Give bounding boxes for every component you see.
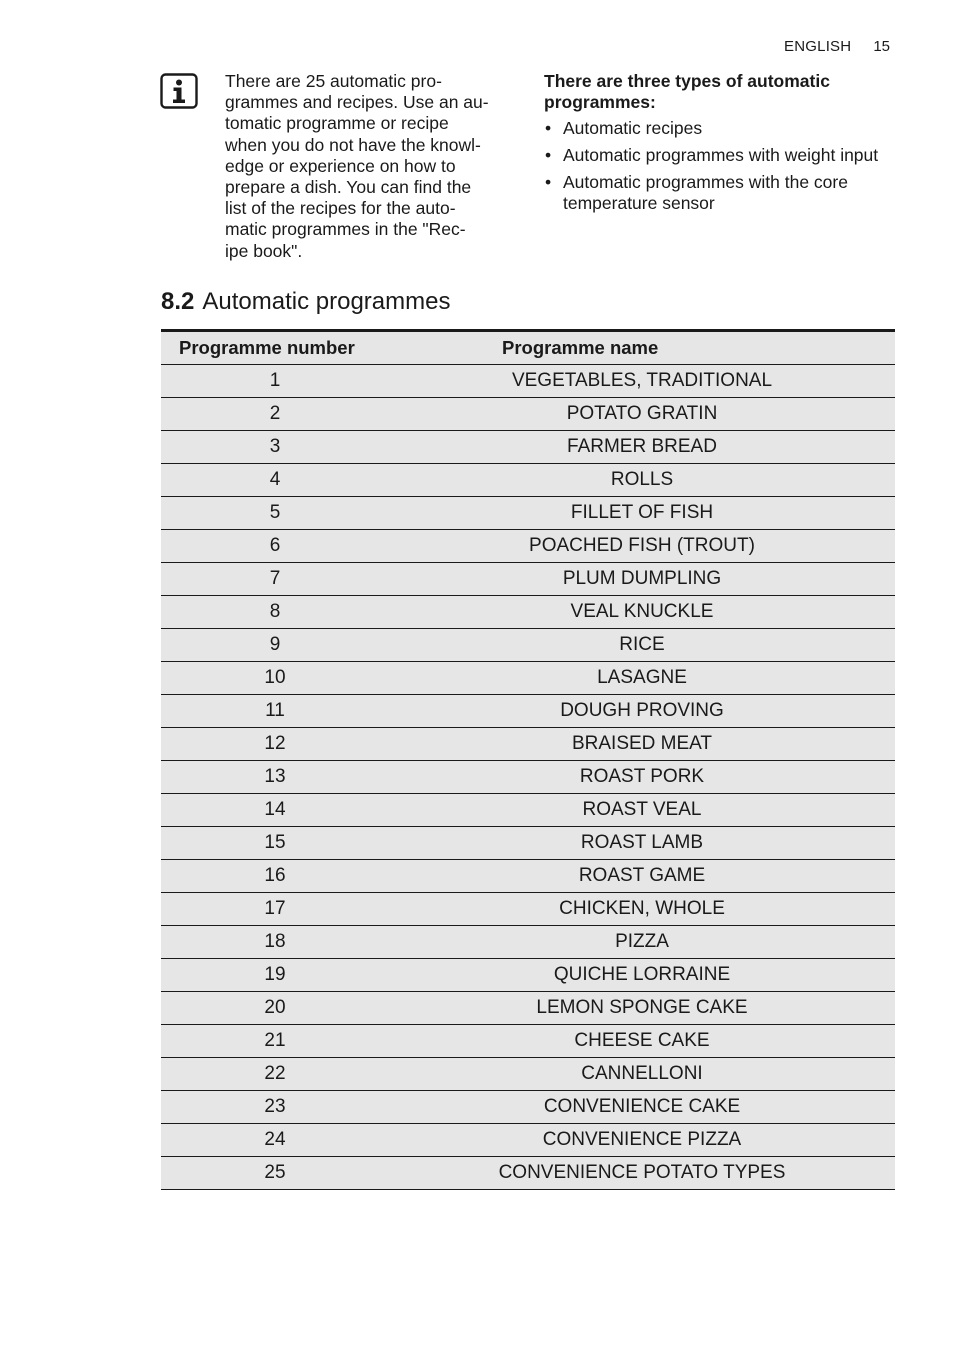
column-header-name: Programme name (389, 331, 895, 365)
table-row (161, 662, 895, 695)
programme-name: CONVENIENCE PIZZA (389, 1124, 895, 1157)
programme-name: RICE (389, 629, 895, 662)
programme-number: 4 (161, 464, 389, 497)
programme-name: LASAGNE (389, 662, 895, 695)
list-item: • Automatic programmes with the core temperature sensor (545, 171, 848, 214)
table-row (161, 860, 895, 893)
programme-number: 3 (161, 431, 389, 464)
programme-name: CHICKEN, WHOLE (389, 893, 895, 926)
table-row (161, 695, 895, 728)
table-row (161, 959, 895, 992)
table-row (161, 1091, 895, 1124)
programme-number: 11 (161, 695, 389, 728)
column-header-number: Programme number (161, 331, 389, 365)
programme-name: POTATO GRATIN (389, 398, 895, 431)
programme-name: CONVENIENCE POTATO TYPES (389, 1157, 895, 1190)
programme-name: PIZZA (389, 926, 895, 959)
table-row (161, 827, 895, 860)
programme-name: ROLLS (389, 464, 895, 497)
table-row (161, 926, 895, 959)
table-row (161, 629, 895, 662)
table-row (161, 761, 895, 794)
table-row (161, 1124, 895, 1157)
table-row (161, 794, 895, 827)
programme-name: BRAISED MEAT (389, 728, 895, 761)
page-header (760, 38, 890, 55)
info-icon (160, 73, 198, 109)
info-note-text: There are 25 automatic pro- grammes and recipes. Use an au- tomatic programme or recipe when you do not have the knowl- edge or experience on how to prepare a dish. You can find the list of the recipes for the auto- matic programmes in the "Rec- ipe book". (225, 71, 489, 261)
programme-number: 2 (161, 398, 389, 431)
table-row (161, 497, 895, 530)
table-row (161, 992, 895, 1025)
types-list (544, 118, 904, 214)
table-row (161, 728, 895, 761)
programme-name: QUICHE LORRAINE (389, 959, 895, 992)
programme-number: 23 (161, 1091, 389, 1124)
programme-name: VEGETABLES, TRADITIONAL (389, 365, 895, 398)
table-row (161, 398, 895, 431)
programme-number: 6 (161, 530, 389, 563)
programme-name: FARMER BREAD (389, 431, 895, 464)
table-row (161, 431, 895, 464)
table-row (161, 893, 895, 926)
programme-number: 19 (161, 959, 389, 992)
programme-name: CHEESE CAKE (389, 1025, 895, 1058)
programme-number: 18 (161, 926, 389, 959)
programme-number: 7 (161, 563, 389, 596)
programme-name: ROAST GAME (389, 860, 895, 893)
programme-number: 22 (161, 1058, 389, 1091)
programme-number: 1 (161, 365, 389, 398)
programme-types (544, 71, 904, 220)
programme-number: 14 (161, 794, 389, 827)
programmes-table (161, 329, 895, 1190)
programme-name: POACHED FISH (TROUT) (389, 530, 895, 563)
programme-number: 9 (161, 629, 389, 662)
programme-number: 8 (161, 596, 389, 629)
programme-number: 10 (161, 662, 389, 695)
section-number: 8.2 (161, 288, 195, 315)
bullet: • (545, 118, 552, 139)
programme-name: DOUGH PROVING (389, 695, 895, 728)
page-number: 15 (873, 38, 890, 55)
table-row (161, 365, 895, 398)
programme-number: 16 (161, 860, 389, 893)
programme-number: 17 (161, 893, 389, 926)
types-title: There are three types of automatic programmes: (544, 71, 830, 113)
table-row (161, 1058, 895, 1091)
programme-number: 15 (161, 827, 389, 860)
programme-name: ROAST LAMB (389, 827, 895, 860)
programme-number: 5 (161, 497, 389, 530)
table-row (161, 530, 895, 563)
programme-name: LEMON SPONGE CAKE (389, 992, 895, 1025)
programme-name: CANNELLONI (389, 1058, 895, 1091)
programme-number: 25 (161, 1157, 389, 1190)
programme-number: 24 (161, 1124, 389, 1157)
table-row (161, 464, 895, 497)
table-row (161, 596, 895, 629)
bullet: • (545, 145, 552, 166)
programme-name: PLUM DUMPLING (389, 563, 895, 596)
section-heading (161, 286, 450, 318)
table-row (161, 563, 895, 596)
programme-number: 12 (161, 728, 389, 761)
list-item: • Automatic recipes (545, 118, 703, 139)
programme-name: ROAST PORK (389, 761, 895, 794)
programme-name: ROAST VEAL (389, 794, 895, 827)
programme-name: FILLET OF FISH (389, 497, 895, 530)
programme-number: 13 (161, 761, 389, 794)
list-item: • Automatic programmes with weight input (545, 145, 879, 166)
table-row (161, 1025, 895, 1058)
bullet: • (545, 171, 552, 192)
section-title: Automatic programmes (202, 288, 451, 315)
programme-number: 21 (161, 1025, 389, 1058)
programme-name: VEAL KNUCKLE (389, 596, 895, 629)
programme-name: CONVENIENCE CAKE (389, 1091, 895, 1124)
programme-number: 20 (161, 992, 389, 1025)
table-header-row (161, 331, 895, 365)
table-row (161, 1157, 895, 1190)
language-label: ENGLISH (784, 38, 852, 55)
